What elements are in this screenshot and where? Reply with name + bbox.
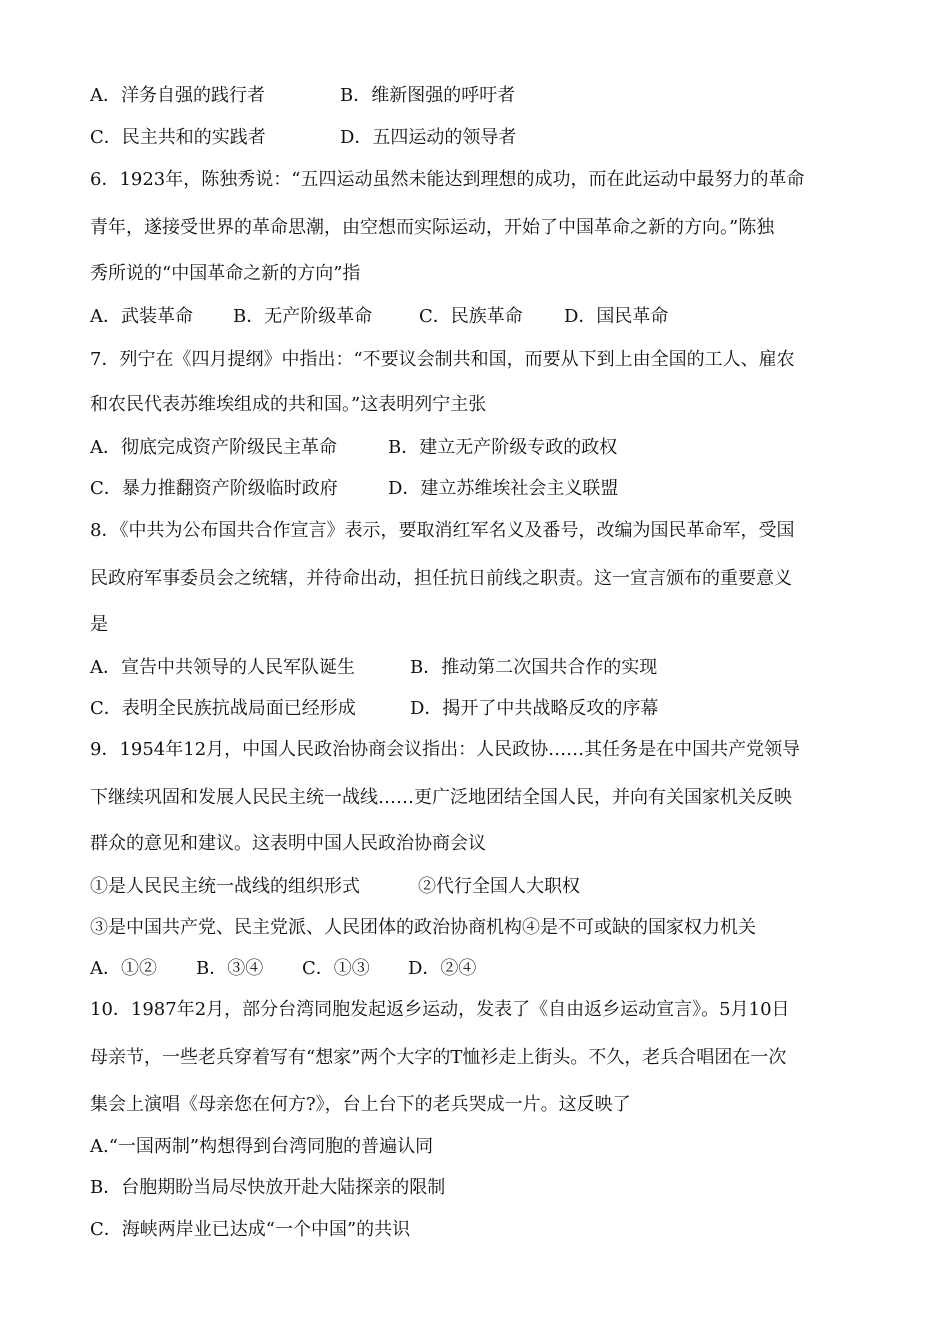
q5-option-b: B．维新图强的呼吁者 <box>340 85 516 106</box>
q10-option-a: A.“一国两制”构想得到台湾同胞的普遍认同 <box>90 1136 434 1157</box>
q10-stem-line-3: 集会上演唱《母亲您在何方?》，台上台下的老兵哭成一片。这反映了 <box>90 1094 631 1115</box>
q6-stem-line-1: 6．1923年，陈独秀说：“五四运动虽然未能达到理想的成功，而在此运动中最努力的革命 <box>90 169 805 190</box>
q10-option-c: C．海峡两岸业已达成“一个中国”的共识 <box>90 1219 411 1240</box>
q10-stem-line-2: 母亲节，一些老兵穿着写有“想家”两个大字的T恤衫走上街头。不久，老兵合唱团在一次 <box>90 1047 787 1068</box>
q8-stem-line-1: 8．《中共为公布国共合作宣言》表示，要取消红军名义及番号，改编为国民革命军，受国 <box>90 520 795 541</box>
q9-statement-1: ①是人民民主统一战线的组织形式 <box>90 876 360 897</box>
q9-statements-row-2: ③是中国共产党、民主党派、人民团体的政治协商机构④是不可或缺的国家权力机关 <box>90 917 756 938</box>
q8-option-a: A．宣告中共领导的人民军队诞生 <box>90 657 355 678</box>
q9-option-a: A．①② <box>90 958 157 979</box>
q7-stem-line-1: 7．列宁在《四月提纲》中指出：“不要议会制共和国，而要从下到上由全国的工人、雇农 <box>90 349 795 370</box>
q10-stem-line-1: 10．1987年2月，部分台湾同胞发起返乡运动，发表了《自由返乡运动宣言》。5月10日 <box>90 999 790 1020</box>
q6-stem-line-2: 青年，遂接受世界的革命思潮，由空想而实际运动，开始了中国革命之新的方向。”陈独 <box>90 217 775 238</box>
q9-option-b: B．③④ <box>196 958 264 979</box>
q8-option-d: D．揭开了中共战略反攻的序幕 <box>410 698 659 719</box>
q6-option-b: B．无产阶级革命 <box>233 306 373 327</box>
q8-option-b: B．推动第二次国共合作的实现 <box>410 657 658 678</box>
q7-option-a: A．彻底完成资产阶级民主革命 <box>90 437 337 458</box>
q9-stem-line-2: 下继续巩固和发展人民民主统一战线……更广泛地团结全国人民，并向有关国家机关反映 <box>90 787 792 808</box>
q6-option-c: C．民族革命 <box>419 306 523 327</box>
q5-option-c: C．民主共和的实践者 <box>90 127 266 148</box>
q7-option-d: D．建立苏维埃社会主义联盟 <box>388 478 619 499</box>
q5-option-a: A．洋务自强的践行者 <box>90 85 265 106</box>
q7-stem-line-2: 和农民代表苏维埃组成的共和国。”这表明列宁主张 <box>90 394 487 415</box>
q8-option-c: C．表明全民族抗战局面已经形成 <box>90 698 356 719</box>
q9-stem-line-3: 群众的意见和建议。这表明中国人民政治协商会议 <box>90 833 486 854</box>
q9-stem-line-1: 9．1954年12月，中国人民政治协商会议指出：人民政协……其任务是在中国共产党领导 <box>90 739 801 760</box>
q6-option-a: A．武装革命 <box>90 306 193 327</box>
q10-option-b: B．台胞期盼当局尽快放开赴大陆探亲的限制 <box>90 1177 446 1198</box>
q9-statement-2: ②代行全国人大职权 <box>418 876 580 897</box>
q8-stem-line-3: 是 <box>90 614 108 635</box>
q8-stem-line-2: 民政府军事委员会之统辖，并待命出动，担任抗日前线之职责。这一宣言颁布的重要意义 <box>90 568 792 589</box>
q7-option-b: B．建立无产阶级专政的政权 <box>388 437 618 458</box>
q5-option-d: D．五四运动的领导者 <box>340 127 517 148</box>
q6-stem-line-3: 秀所说的“中国革命之新的方向”指 <box>90 263 361 284</box>
q7-option-c: C．暴力推翻资产阶级临时政府 <box>90 478 338 499</box>
q6-option-d: D．国民革命 <box>564 306 669 327</box>
q9-option-c: C．①③ <box>302 958 370 979</box>
q9-option-d: D．②④ <box>408 958 477 979</box>
